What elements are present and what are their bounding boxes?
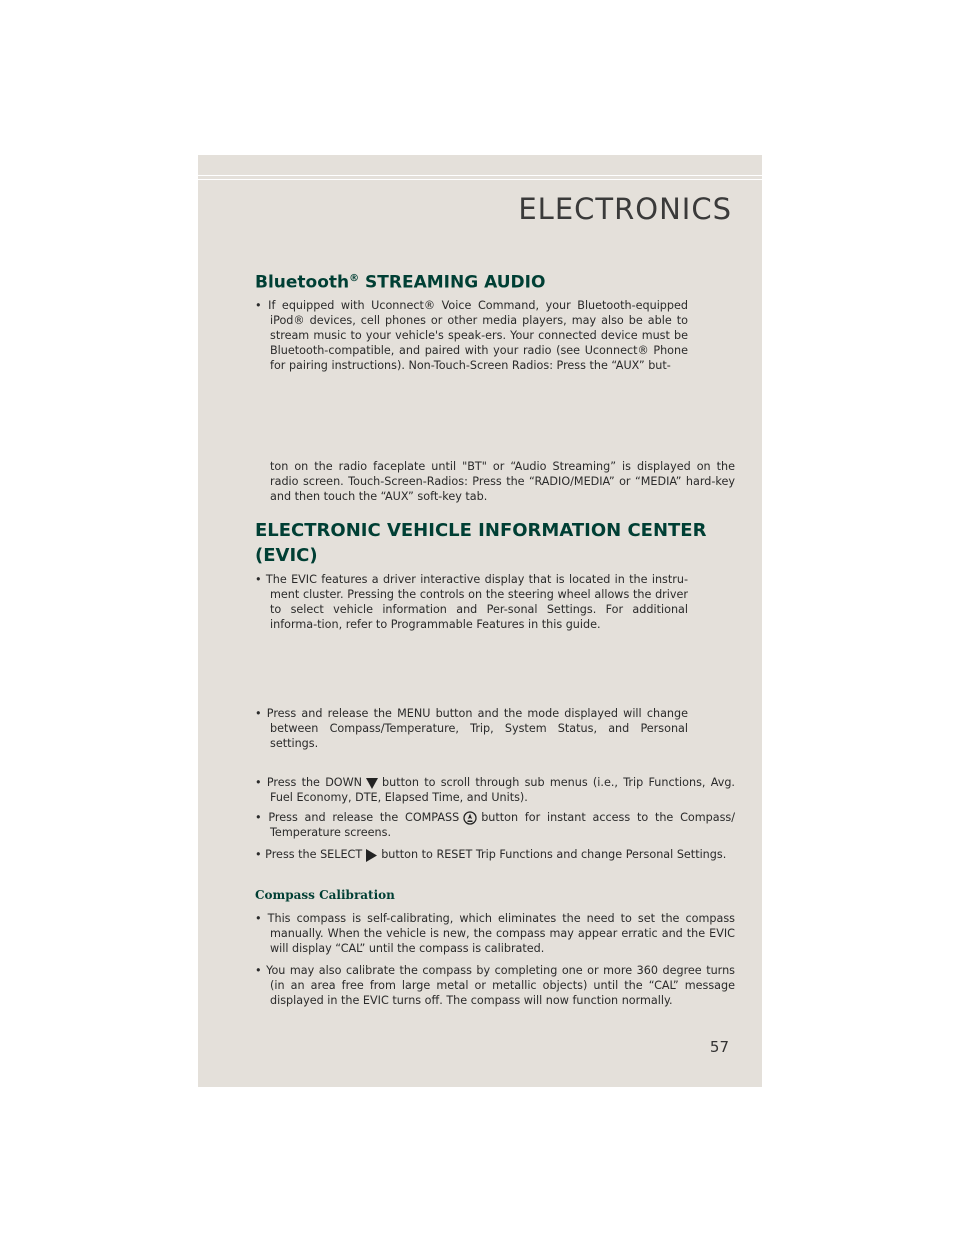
evic-bullet-down: • Press the DOWN button to scroll through sub menus (i.e., Trip Functions, Avg. Fuel Economy, DTE, Elapsed Time, and Units). (255, 776, 735, 805)
section-title: ELECTRONICS (518, 192, 732, 226)
down-arrow-icon (366, 777, 378, 789)
bluetooth-bullet: • If equipped with Uconnect® Voice Command, your Bluetooth-equipped iPod® devices, cell phones or other media players, may also be able to stream music to your vehicle's speak-ers. Your connected device must be Bluetooth-compatible, and paired with your radio (see Uconnect® Phone for pairing instructions). Non-Touch-Screen Radios: Press the “AUX” but- (255, 299, 688, 373)
compass-calibration-subheading: Compass Calibration (255, 888, 395, 902)
evic-bullet-select: • Press the SELECT button to RESET Trip Functions and change Personal Settings. (255, 848, 727, 861)
top-rule-2 (198, 179, 762, 180)
compass-bullet-manual-calibration: • You may also calibrate the compass by completing one or more 360 degree turns (in an area free from large metal or metallic objects) until the “CAL” message displayed in the EVIC turns off. The compass will now function normally. (255, 964, 735, 1008)
evic-heading-line2: (EVIC) (255, 545, 318, 566)
evic-bullet-features: • The EVIC features a driver interactive display that is located in the instru-ment cluster. Pressing the controls on the steering wheel allows the driver to select vehicle information and Per-sonal Settings. For additional informa-tion, refer to Programmable Features in this guide. (255, 573, 688, 632)
page-number: 57 (709, 1038, 729, 1056)
bluetooth-bullet-continued: ton on the radio faceplate until "BT" or “Audio Streaming” is displayed on the radio screen. Touch-Screen-Radios: Press the “RADIO/MEDIA” or “MEDIA” hard-key and then touch the “AUX” soft-key tab. (270, 460, 735, 504)
compass-button-icon (463, 811, 477, 825)
evic-bullet-menu: • Press and release the MENU button and the mode displayed will change between Compass/Temperature, Trip, System Status, and Personal settings. (255, 707, 688, 751)
evic-heading-line1: ELECTRONIC VEHICLE INFORMATION CENTER (255, 520, 707, 541)
evic-bullet-compass: • Press and release the COMPASS button for instant access to the Compass/ Temperature screens. (255, 811, 736, 840)
manual-page (198, 155, 762, 1087)
right-arrow-icon (366, 849, 377, 862)
bluetooth-heading: Bluetooth® STREAMING AUDIO (255, 272, 546, 293)
compass-bullet-self-calibrating: • This compass is self-calibrating, which eliminates the need to set the compass manually. When the vehicle is new, the compass may appear erratic and the EVIC will display “CAL” until the compass is calibrated. (255, 912, 735, 956)
top-rule-1 (198, 175, 762, 176)
